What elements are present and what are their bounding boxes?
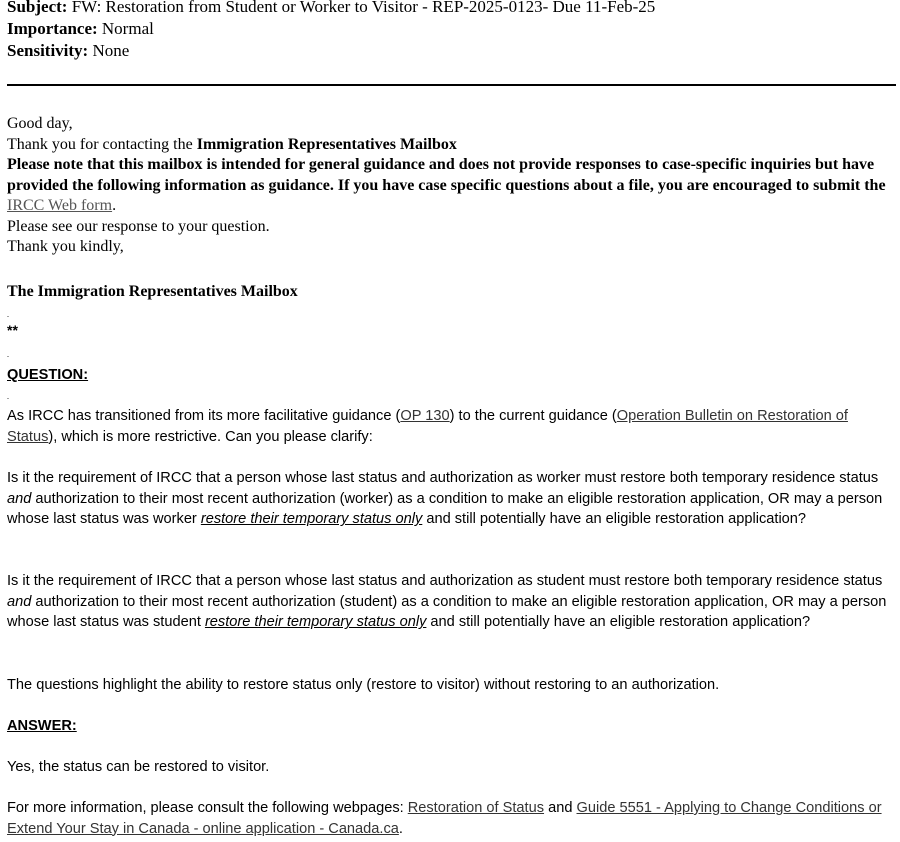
importance-label: Importance:: [7, 19, 98, 38]
thanks-prefix: Thank you for contacting the: [7, 135, 197, 153]
note-period: .: [112, 197, 117, 214]
q2-text-c: and still potentially have an eligible restoration application?: [422, 511, 807, 528]
q3-text-b: authorization to their most recent authorization (student) as a condition to make an eligible restoration application, OR may a person whose last status was student: [7, 593, 887, 631]
answer-heading: ANSWER:: [7, 718, 77, 734]
guidance-note: [7, 155, 895, 217]
a2-text-b: and: [544, 800, 577, 816]
importance-line: [7, 18, 895, 40]
question-paragraph-3: [7, 571, 897, 633]
question-paragraph-4: The questions highlight the ability to restore status only (restore to visitor) without restoring to an authorization.: [7, 677, 720, 693]
email-header: [7, 0, 895, 62]
q3-text-a: Is it the requirement of IRCC that a person whose last status and authorization as student must restore both temporary residence status: [7, 573, 883, 589]
restoration-of-status-link[interactable]: Restoration of Status: [407, 800, 545, 816]
greeting: Good day,: [7, 115, 73, 132]
op-130-link[interactable]: OP 130: [400, 408, 450, 424]
sensitivity-label: Sensitivity:: [7, 41, 89, 60]
a2-text-c: .: [398, 820, 403, 837]
q3-and: and: [7, 593, 32, 610]
thank-kindly: Thank you kindly,: [7, 238, 124, 255]
q1-text-b: ) to the current guidance (: [449, 408, 617, 424]
q2-and: and: [7, 490, 32, 507]
spacer-mark: -: [7, 314, 9, 320]
answer-paragraph-1: Yes, the status can be restored to visitor.: [7, 759, 270, 775]
importance-value: Normal: [101, 19, 154, 38]
spacer-mark: -: [7, 354, 9, 360]
question-heading: QUESTION:: [7, 367, 89, 383]
subject-value: FW: Restoration from Student or Worker to Visitor - REP-2025-0123- Due 11-Feb-25: [71, 0, 656, 16]
q2-text-b: authorization to their most recent authorization (worker) as a condition to make an eligible restoration application, OR may a person whose last status was worker: [7, 490, 883, 528]
thanks-line: [7, 135, 895, 156]
stars-separator: **: [7, 322, 18, 338]
a2-text-a: For more information, please consult the following webpages:: [7, 800, 408, 816]
mailbox-name: Immigration Representatives Mailbox: [196, 135, 457, 153]
q3-text-c: and still potentially have an eligible restoration application?: [426, 614, 811, 631]
sensitivity-line: [7, 40, 895, 62]
q3-emphasis: restore their temporary status only: [204, 614, 427, 631]
ircc-web-form-link[interactable]: IRCC Web form: [7, 197, 113, 214]
q1-text-a: As IRCC has transitioned from its more facilitative guidance (: [7, 408, 401, 424]
guide-5551-link[interactable]: Guide 5551 - Applying to Change Conditions or Extend Your Stay in Canada - online application - Canada.ca: [7, 800, 882, 837]
spacer-mark: -: [7, 396, 9, 402]
see-response: Please see our response to your question.: [7, 217, 270, 235]
question-title: [7, 365, 897, 386]
answer-title: [7, 716, 897, 737]
intro-block: [7, 114, 895, 258]
q2-emphasis: restore their temporary status only: [200, 511, 423, 528]
header-divider: [7, 84, 896, 86]
signature: The Immigration Representatives Mailbox: [7, 283, 298, 300]
subject-label: Subject:: [7, 0, 68, 16]
question-paragraph-1: [7, 406, 897, 447]
q2-text-a: Is it the requirement of IRCC that a person whose last status and authorization as worker must restore both temporary residence status: [7, 470, 879, 486]
answer-paragraph-2: [7, 798, 897, 839]
operation-bulletin-link[interactable]: Operation Bulletin on Restoration of Status: [7, 408, 848, 445]
subject-line: [7, 0, 895, 18]
sensitivity-value: None: [92, 41, 130, 60]
q1-text-c: ), which is more restrictive. Can you please clarify:: [48, 428, 373, 445]
question-paragraph-2: [7, 468, 897, 530]
guidance-note-text: Please note that this mailbox is intended for general guidance and does not provide responses to case-specific inquiries but have provided the following information as guidance. If you have case specific questions about a file, you are encouraged to submit the: [7, 156, 886, 194]
